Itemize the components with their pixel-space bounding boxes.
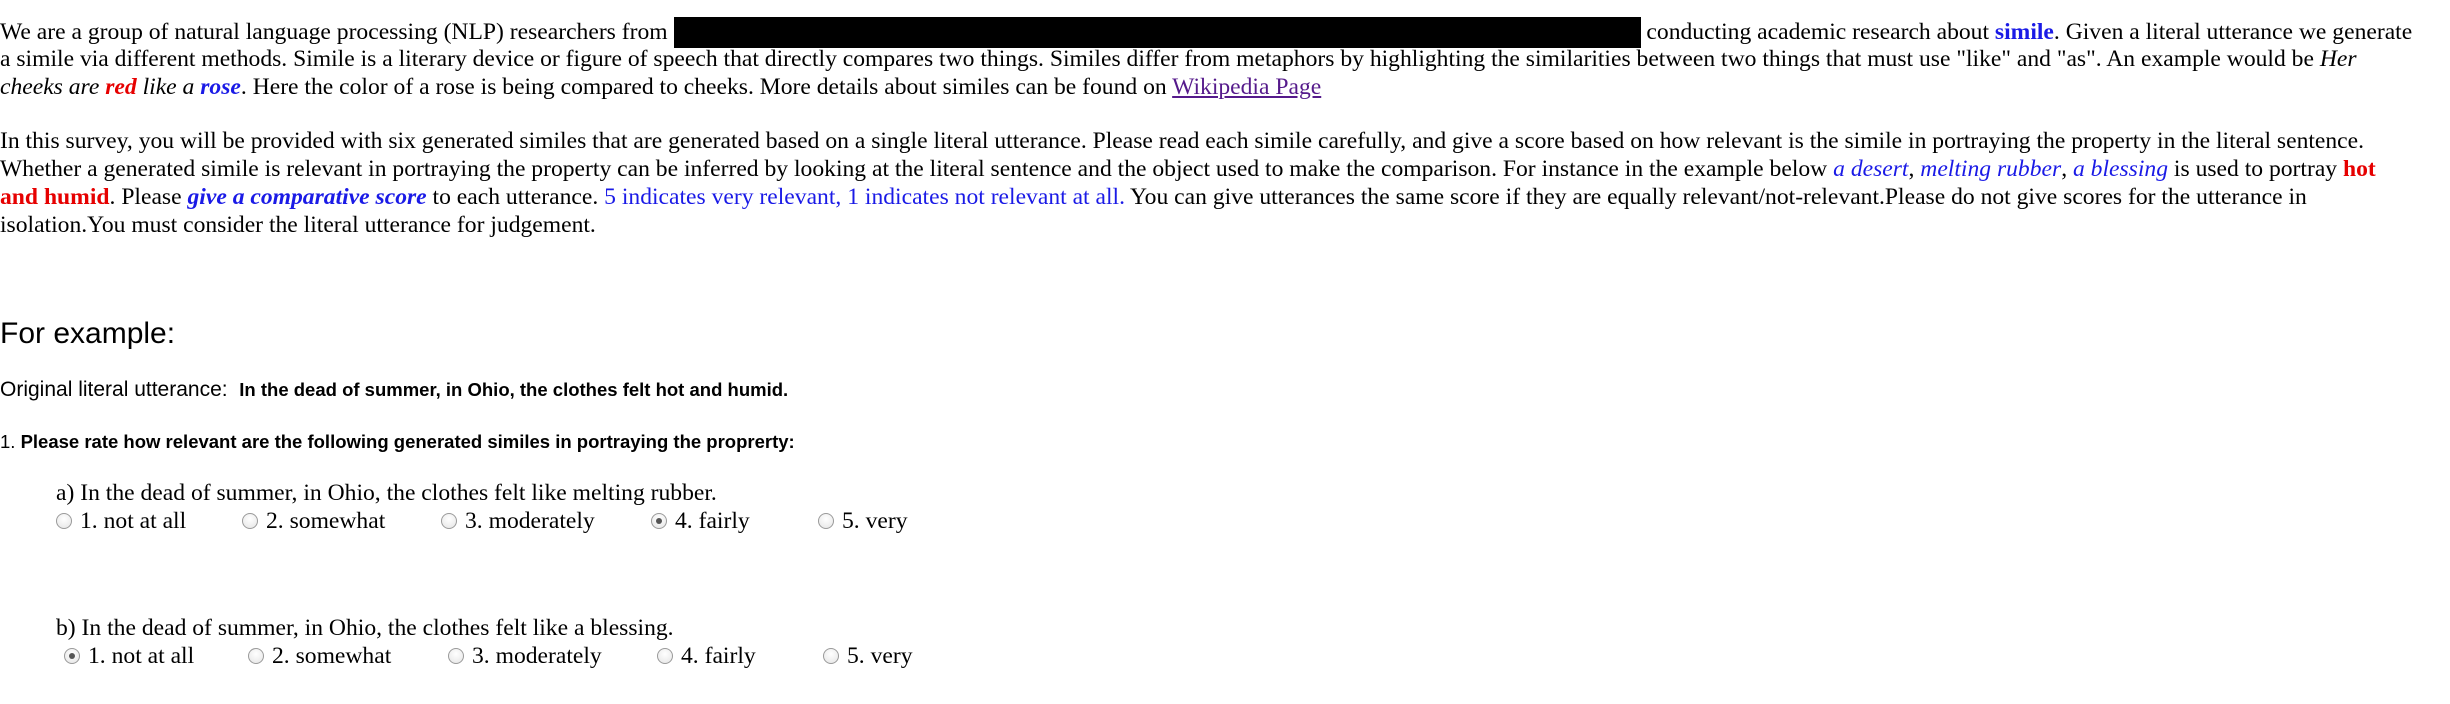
rating-option-label: 1. not at all [80,508,187,534]
rating-option-label: 1. not at all [88,643,195,669]
property-hot: hot [2343,156,2376,182]
rating-option-3[interactable] [441,507,595,535]
property-humid: and humid [0,184,110,210]
radio-button[interactable] [651,513,667,529]
simile-keyword: simile [1994,19,2054,45]
radio-button[interactable] [823,648,839,664]
intro-text: . Given a literal utterance we generate [2053,19,2413,45]
survey-line-3 [0,183,2448,211]
rating-option-label: 4. fairly [675,508,750,534]
survey-instructions [0,127,2448,239]
rating-option-2[interactable] [248,642,391,670]
rating-item-b [56,614,913,670]
rating-option-3[interactable] [448,642,602,670]
radio-button[interactable] [448,648,464,664]
rating-option-label: 3. moderately [465,508,595,534]
radio-button[interactable] [248,648,264,664]
example-heading: For example: [0,317,176,350]
scale-note: 5 indicates very relevant, 1 indicates not relevant at all. [604,184,1125,210]
question-number: 1. [0,431,16,452]
rating-option-label: 2. somewhat [266,508,386,534]
intro-text: a simile via different methods. Simile is a literary device or figure of speech that directly compares two things. Similes differ from metaphors by highlighting the similarities between two things that must use "like" and "as". An example would be [0,46,2320,72]
wikipedia-link[interactable]: Wikipedia Page [1172,74,1322,100]
rating-option-4[interactable] [651,507,750,535]
intro-text: . Here the color of a rose is being compared to cheeks. More details about similes can be found on [240,74,1173,100]
rating-option-2[interactable] [242,507,385,535]
original-utterance-value: In the dead of summer, in Ohio, the clothes felt hot and humid. [239,379,789,400]
rating-option-label: 5. very [842,508,908,534]
rating-option-1[interactable] [64,642,194,670]
original-utterance-label: Original literal utterance: [0,378,228,401]
radio-button[interactable] [657,648,673,664]
rating-option-label: 3. moderately [472,643,602,669]
separator: , [2061,156,2073,182]
simile-text: a) In the dead of summer, in Ohio, the clothes felt like melting rubber. [56,480,717,506]
intro-text: conducting academic research about [1640,19,1995,45]
example-text: cheeks are [0,74,106,100]
survey-line-2 [0,155,2448,183]
rating-option-1[interactable] [56,507,186,535]
separator: , [1908,156,1921,182]
rating-item-a [56,479,908,535]
original-utterance [0,376,788,404]
intro-paragraph [0,17,2448,101]
survey-line-4: isolation.You must consider the literal utterance for judgement. [0,212,596,238]
survey-text: Whether a generated simile is relevant in portraying the property can be inferred by looking at the literal sentence and the object used to make the comparison. For instance in the example below [0,156,1834,182]
question-colon: : [788,431,795,452]
example-red-word: red [105,74,137,100]
rating-option-5[interactable] [818,507,908,535]
intro-line-2 [0,45,2448,73]
example-rose-word: rose [200,74,241,100]
rating-options [56,642,913,670]
survey-text: . Please [109,184,188,210]
give-score-emphasis: give a comparative score [187,184,427,210]
question-prompt [0,428,795,456]
radio-button[interactable] [64,648,80,664]
redacted-institution-block [674,17,1641,48]
comparison-object-blessing: a blessing [2072,156,2169,182]
rating-option-label: 4. fairly [681,643,756,669]
survey-text: to each utterance. [426,184,605,210]
radio-button[interactable] [56,513,72,529]
rating-option-label: 5. very [847,643,913,669]
intro-text: We are a group of natural language processing (NLP) researchers from [0,19,674,45]
simile-text: b) In the dead of summer, in Ohio, the clothes felt like a blessing. [56,615,674,641]
survey-line-1: In this survey, you will be provided with six generated similes that are generated based on a single literal utterance. Please read each simile carefully, and give a score based on how relevant is the simile in portraying the property in the literal sentence. [0,128,2365,154]
survey-text: is used to portray [2168,156,2343,182]
rating-option-4[interactable] [657,642,756,670]
question-text: Please rate how relevant are the following generated similes in portraying the proprerty [20,431,789,452]
radio-button[interactable] [441,513,457,529]
radio-button[interactable] [242,513,258,529]
rating-options [56,507,908,535]
survey-text: You can give utterances the same score if they are equally relevant/not-relevant.Please do not give scores for the utterance in [1124,184,2307,210]
radio-button[interactable] [818,513,834,529]
example-text: Her [2319,46,2357,72]
comparison-object-rubber: melting rubber [1920,156,2062,182]
example-text: like a [136,74,201,100]
intro-line-3 [0,73,2448,101]
rating-option-5[interactable] [823,642,913,670]
rating-option-label: 2. somewhat [272,643,392,669]
intro-line-1 [0,17,2448,45]
comparison-object-desert: a desert [1833,156,1909,182]
